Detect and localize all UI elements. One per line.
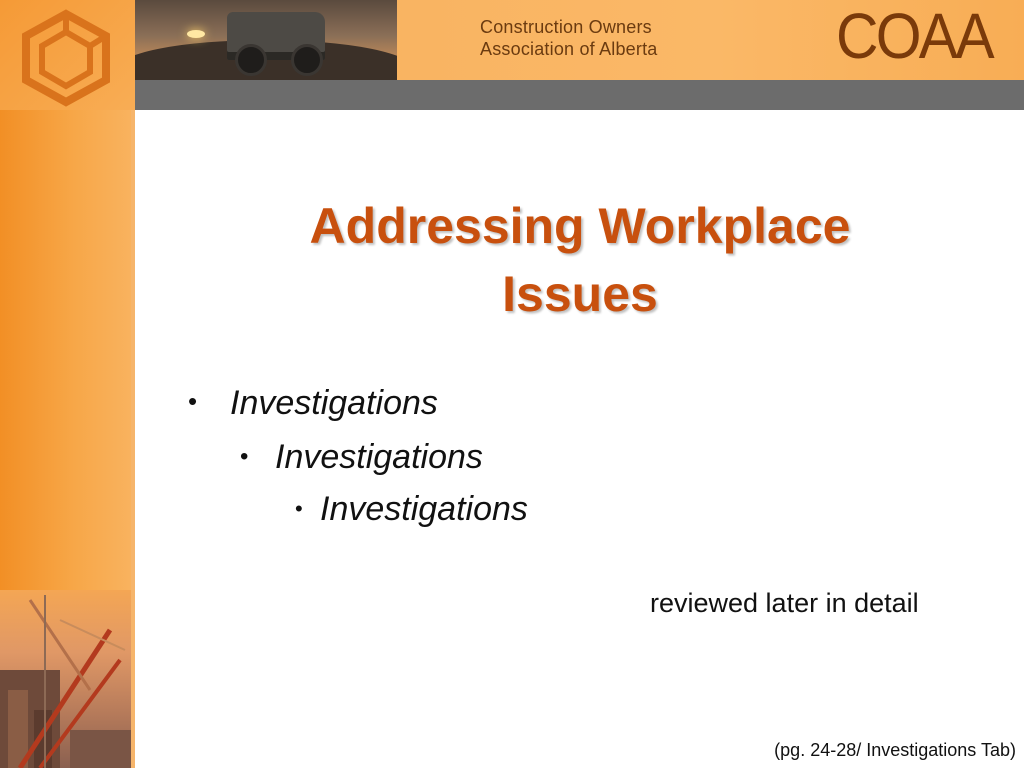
bullet-level-1	[188, 384, 438, 423]
bullet-dot-icon: •	[240, 443, 249, 470]
bullet-level-3	[295, 490, 528, 529]
bullet-text: Investigations	[230, 384, 438, 422]
sidebar-edge	[131, 110, 135, 768]
bullet-dot-icon: •	[295, 496, 303, 521]
bullet-dot-icon: •	[188, 386, 198, 416]
header-banner	[0, 0, 1024, 80]
slide-title	[240, 192, 920, 328]
crane-icon	[0, 590, 131, 768]
bullet-text: Investigations	[320, 490, 528, 528]
header-divider-bar	[135, 80, 1024, 110]
hexagon-logo-icon	[14, 8, 118, 108]
bullet-text: Investigations	[275, 438, 483, 476]
slide-title-line2: Issues	[502, 266, 658, 322]
crane-photo	[0, 590, 131, 768]
page-reference: (pg. 24-28/ Investigations Tab)	[774, 740, 1016, 760]
bullet-level-2	[240, 438, 483, 477]
coaa-hexagon-logo	[0, 0, 135, 110]
org-name	[480, 16, 720, 60]
haul-truck-photo	[135, 0, 397, 80]
org-name-line2: Association of Alberta	[480, 39, 658, 59]
slide-title-line1: Addressing Workplace	[309, 198, 851, 254]
review-note: reviewed later in detail	[650, 588, 919, 618]
coaa-logo-text: COAA	[836, 0, 992, 72]
org-name-line1: Construction Owners	[480, 17, 652, 37]
